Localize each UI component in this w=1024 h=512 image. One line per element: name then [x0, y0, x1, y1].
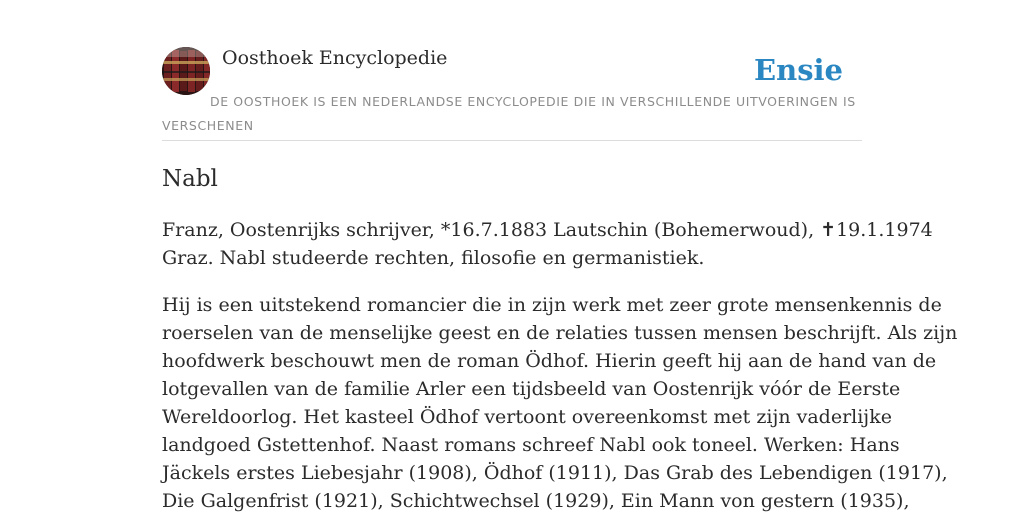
encyclopedia-books-icon[interactable]: [162, 47, 210, 95]
paragraph-line: Hij is een uitstekend romancier die in zijn werk met zeer grote mensenkennis de: [162, 294, 942, 316]
paragraph-line: Jäckels erstes Liebesjahr (1908), Ödhof (1911), Das Grab des Lebendigen (1917),: [162, 462, 948, 484]
article-paragraph: [162, 216, 933, 272]
site-title[interactable]: Oosthoek Encyclopedie: [222, 47, 448, 69]
paragraph-line: landgoed Gstettenhof. Naast romans schreef Nabl ook toneel. Werken: Hans: [162, 434, 900, 456]
paragraph-line: Die Galgenfrist (1921), Schichtwechsel (1929), Ein Mann von gestern (1935),: [162, 490, 910, 512]
paragraph-line: roerselen van de menselijke geest en de relaties tussen mensen beschrijft. Als zijn: [162, 322, 958, 344]
paragraph-line: Wereldoorlog. Het kasteel Ödhof vertoont overeenkomst met zijn vaderlijke: [162, 406, 892, 428]
article-paragraph: [162, 291, 958, 512]
site-header: [162, 46, 862, 141]
article-title: Nabl: [162, 166, 218, 192]
article-body: [162, 216, 958, 512]
brand-logo-link[interactable]: Ensie: [754, 53, 843, 87]
site-tagline: DE OOSTHOEK IS EEN NEDERLANDSE ENCYCLOPEDIE DIE IN VERSCHILLENDE UITVOERINGEN IS VERSCHENEN: [162, 94, 856, 133]
paragraph-line: hoofdwerk beschouwt men de roman Ödhof. Hierin geeft hij aan de hand van de: [162, 350, 937, 372]
paragraph-line: lotgevallen van de familie Arler een tijdsbeeld van Oostenrijk vóór de Eerste: [162, 378, 901, 400]
paragraph-line: Graz. Nabl studeerde rechten, filosofie en germanistiek.: [162, 247, 705, 269]
paragraph-line: Franz, Oostenrijks schrijver, *16.7.1883 Lautschin (Bohemerwoud), ✝19.1.1974: [162, 219, 933, 241]
